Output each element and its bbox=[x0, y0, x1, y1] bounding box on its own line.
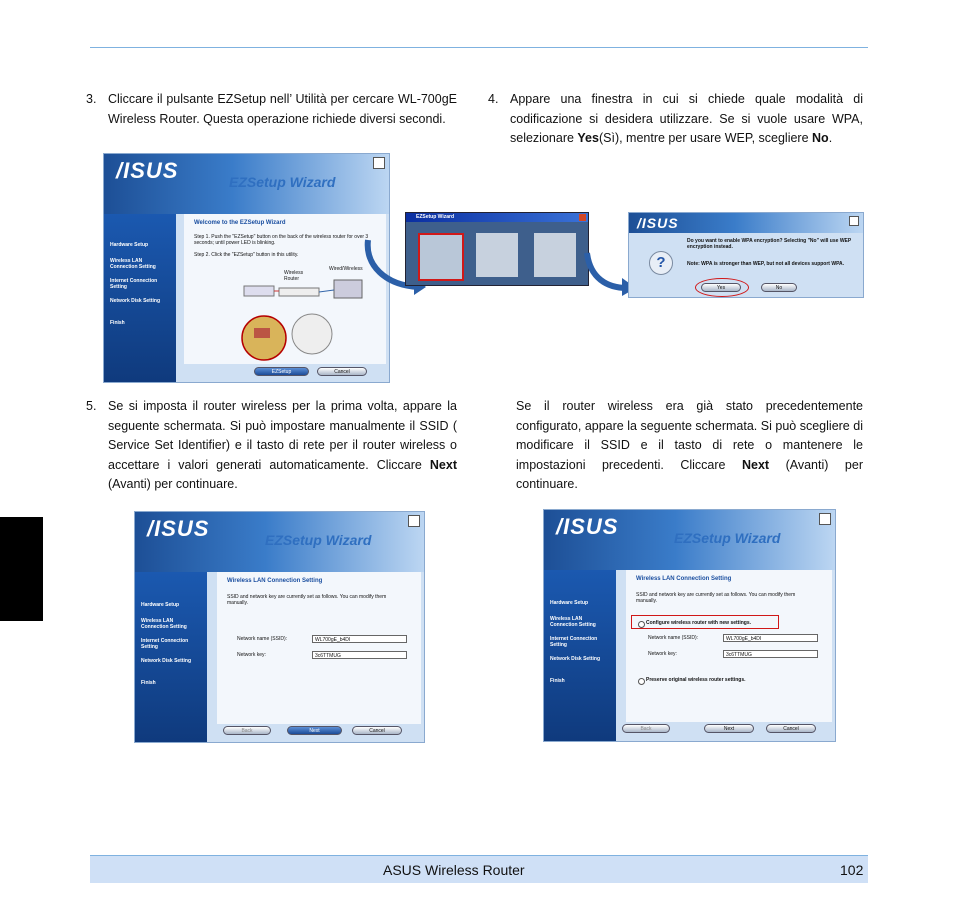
content-title: Wireless LAN Connection Setting bbox=[636, 576, 732, 582]
text-part: Se si imposta il router wireless per la prima volta, appare la seguente schermata. Si può impostare manualmente il SSID ( Service Set Identifier) e il tasto di rete per il router wireless o accettare i valori generati automaticamente. Cliccare bbox=[108, 399, 457, 472]
ssid-input[interactable]: WL700gE_b4DI bbox=[723, 634, 818, 642]
step-1-text: Step 1. Push the "EZSetup" button on the back of the wireless router for over 3 seconds; until power LED is blinking. bbox=[194, 234, 369, 246]
text-part: Appare una finestra in cui si chiede quale modalità di codificazione si desidera utilizzare. Se si vuole usare WPA, selezionare bbox=[510, 92, 863, 145]
asus-logo: /ISUS bbox=[147, 516, 210, 541]
step-text: Cliccare il pulsante EZSetup nell’ Utilità per cercare WL-700gE Wireless Router. Questa operazione richiede diversi secondi. bbox=[108, 92, 457, 126]
network-key-input[interactable]: 3c6TTMUG bbox=[312, 651, 407, 659]
close-icon[interactable] bbox=[579, 214, 586, 221]
content-description: SSID and network key are currently set as follows. You can modify them manually. bbox=[636, 592, 796, 604]
encryption-question: Do you want to enable WPA encryption? Selecting "No" will use WEP encryption instead. bbox=[687, 238, 852, 250]
ezsetup-frame-2 bbox=[476, 233, 518, 277]
wizard-title: EZSetup Wizard bbox=[229, 174, 336, 190]
back-button[interactable]: Back bbox=[622, 724, 670, 733]
step-number: 5. bbox=[86, 399, 97, 413]
wizard-title: EZSetup Wizard bbox=[674, 530, 781, 546]
wizard-sidebar bbox=[135, 572, 207, 742]
next-emphasis: Next bbox=[429, 457, 457, 472]
screenshot-ezsetup-window bbox=[405, 212, 589, 286]
wizard-content bbox=[217, 572, 421, 724]
screenshot-encryption-dialog bbox=[628, 212, 864, 298]
question-icon: ? bbox=[649, 251, 673, 275]
configure-label: Configure wireless router with new settings. bbox=[646, 620, 752, 626]
sidebar-item: Internet Connection Setting bbox=[110, 278, 158, 290]
router-label: Wireless Router bbox=[284, 270, 304, 282]
encryption-note: Note: WPA is stronger than WEP, but not all devices support WPA. bbox=[687, 261, 845, 267]
window-title: EZSetup Wizard bbox=[416, 214, 455, 220]
pc-label: Wired/Wireless bbox=[329, 266, 363, 272]
sidebar-item: Wireless LAN Connection Setting bbox=[550, 616, 596, 628]
text-part: Se il router wireless era già stato precedentemente configurato, appare la seguente schermata. Si può scegliere di modificare il SSID e il tasto di rete o mantenere le impostazioni precedenti. Cliccare bbox=[516, 399, 863, 472]
ezsetup-frame-1 bbox=[418, 233, 464, 281]
close-icon[interactable] bbox=[373, 157, 385, 169]
sidebar-item: Finish bbox=[141, 680, 156, 686]
step-number: 4. bbox=[488, 92, 499, 106]
sidebar-item: Internet Connection Setting bbox=[550, 636, 598, 648]
next-emphasis: Next bbox=[741, 457, 770, 472]
ezsetup-button[interactable]: EZSetup bbox=[254, 367, 309, 376]
content-description: SSID and network key are currently set as follows. You can modify them manually. bbox=[227, 594, 387, 606]
sidebar-item: Finish bbox=[110, 320, 125, 326]
sidebar-item: Finish bbox=[550, 678, 565, 684]
language-tab bbox=[0, 517, 43, 621]
footer-title: ASUS Wireless Router bbox=[383, 862, 525, 878]
next-button[interactable]: Next bbox=[287, 726, 342, 735]
step-number: 3. bbox=[86, 92, 97, 106]
step-text bbox=[510, 90, 863, 149]
cancel-button[interactable]: Cancel bbox=[352, 726, 402, 735]
close-icon[interactable] bbox=[408, 515, 420, 527]
cancel-button[interactable]: Cancel bbox=[317, 367, 367, 376]
sidebar-item: Internet Connection Setting bbox=[141, 638, 189, 650]
highlight-yes bbox=[695, 278, 749, 297]
asus-logo: /ISUS bbox=[556, 514, 619, 539]
content-title: Wireless LAN Connection Setting bbox=[227, 578, 323, 584]
close-icon[interactable] bbox=[849, 216, 859, 226]
sidebar-item: Wireless LAN Connection Setting bbox=[110, 258, 156, 270]
network-illustration bbox=[184, 266, 386, 366]
asus-logo: /ISUS bbox=[116, 158, 179, 183]
step-3 bbox=[86, 90, 457, 129]
sidebar-item: Wireless LAN Connection Setting bbox=[141, 618, 187, 630]
screenshot-wlan-existing bbox=[543, 509, 836, 742]
preserve-label: Preserve original wireless router settings. bbox=[646, 677, 746, 683]
sidebar-item: Network Disk Setting bbox=[110, 298, 161, 304]
network-key-label: Network key: bbox=[648, 651, 677, 657]
step-5 bbox=[86, 397, 457, 495]
sidebar-item: Hardware Setup bbox=[141, 602, 180, 608]
sidebar-item: Hardware Setup bbox=[110, 242, 149, 248]
sidebar-item: Network Disk Setting bbox=[550, 656, 601, 662]
wizard-content bbox=[626, 570, 832, 722]
no-emphasis: No bbox=[812, 131, 829, 145]
step-5-alternative bbox=[516, 397, 863, 495]
asus-logo: /ISUS bbox=[637, 215, 679, 231]
highlight-configure bbox=[631, 615, 779, 629]
top-rule bbox=[90, 47, 868, 48]
step-4 bbox=[488, 90, 863, 149]
step-2-text: Step 2. Click the "EZSetup" button in this utility. bbox=[194, 252, 299, 258]
sidebar-item: Hardware Setup bbox=[550, 600, 589, 606]
wizard-sidebar bbox=[544, 570, 616, 741]
wizard-title: EZSetup Wizard bbox=[265, 532, 372, 548]
yes-emphasis: Yes bbox=[577, 131, 599, 145]
sidebar-item: Network Disk Setting bbox=[141, 658, 192, 664]
text-part: (Avanti) per continuare. bbox=[108, 477, 238, 491]
network-key-label: Network key: bbox=[237, 652, 266, 658]
screenshot-wlan-setting bbox=[134, 511, 425, 743]
step-text bbox=[516, 397, 863, 495]
text-part: (Avanti) per continuare. bbox=[516, 457, 863, 491]
next-button[interactable]: Next bbox=[704, 724, 754, 733]
back-button[interactable]: Back bbox=[223, 726, 271, 735]
ssid-label: Network name (SSID): bbox=[237, 636, 288, 642]
no-button[interactable]: No bbox=[761, 283, 797, 292]
ezsetup-frame-3 bbox=[534, 233, 576, 277]
page-number: 102 bbox=[840, 862, 864, 878]
wizard-sidebar bbox=[104, 214, 176, 382]
screenshot-welcome-wizard bbox=[103, 153, 390, 383]
cancel-button[interactable]: Cancel bbox=[766, 724, 816, 733]
network-key-input[interactable]: 3c6TTMUG bbox=[723, 650, 818, 658]
preserve-radio[interactable] bbox=[638, 678, 645, 685]
content-title: Welcome to the EZSetup Wizard bbox=[194, 220, 286, 226]
wizard-content bbox=[184, 214, 386, 364]
text-part: . bbox=[828, 131, 833, 145]
text-part: (Sì), mentre per usare WEP, scegliere bbox=[598, 131, 813, 145]
ssid-label: Network name (SSID): bbox=[648, 635, 699, 641]
step-text bbox=[108, 397, 457, 495]
yes-button[interactable]: Yes bbox=[701, 283, 741, 292]
ssid-input[interactable]: WL700gE_b4DI bbox=[312, 635, 407, 643]
close-icon[interactable] bbox=[819, 513, 831, 525]
